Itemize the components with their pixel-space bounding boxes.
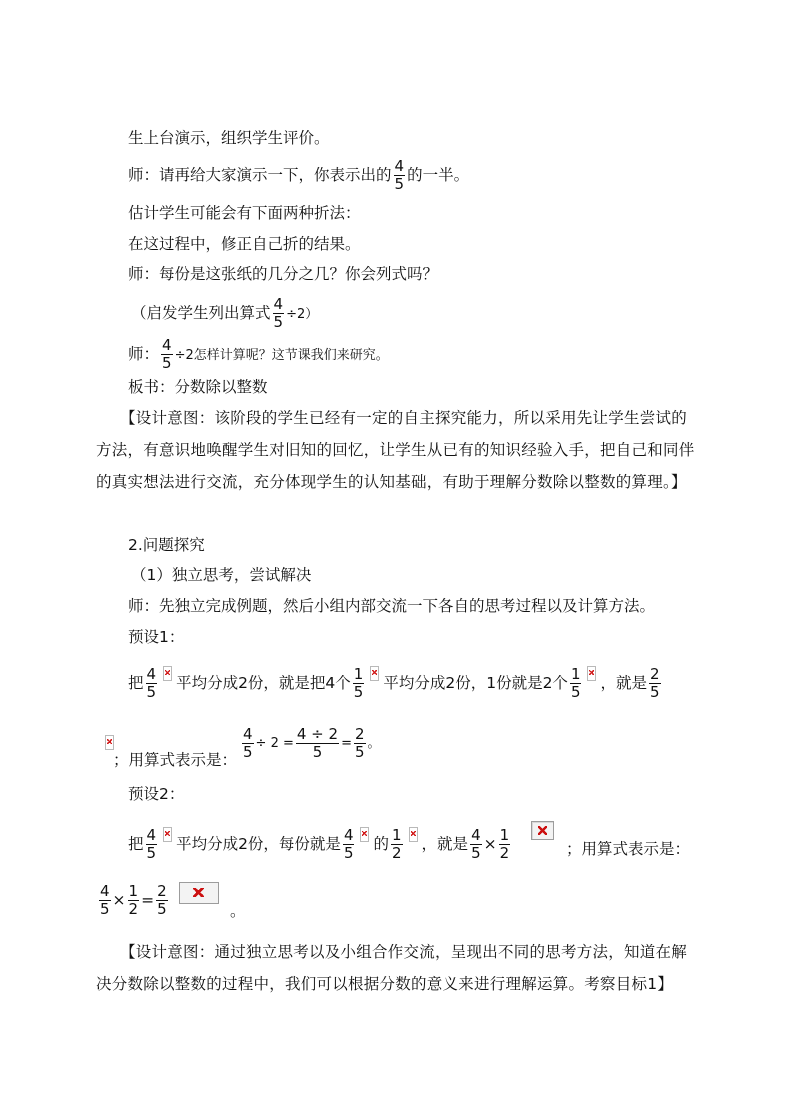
fraction: $\frac{1}{2}$ — [392, 826, 402, 862]
fraction: $\frac{4}{5}$ — [162, 336, 172, 372]
preset-1-formula-label: ；用算式表示是： — [113, 751, 238, 769]
preset-2-label: 预设2： — [128, 785, 185, 803]
para-teacher-question: 师：每份是这张纸的几分之几？你会列式吗？ — [128, 265, 439, 283]
para-board-writing: 板书：分数除以整数 — [128, 378, 268, 396]
broken-image-icon — [531, 821, 554, 840]
para-teacher-instruction: 师：先独立完成例题，然后小组内部交流一下各自的思考过程以及计算方法。 — [128, 597, 656, 615]
para-teacher-demo-half: 师：请再给大家演示一下，你表示出的 $\frac{4}{5}$ 的一半。 — [128, 157, 470, 193]
fraction: $\frac{4}{5}$ — [146, 665, 157, 701]
fraction: $\frac{2}{5}$ — [354, 725, 365, 761]
preset-1-equation: $\frac{4}{5}$ ÷ 2 = $\frac{4 \div 2}{5}$ = $\frac{2}{5}$ 。 — [243, 725, 381, 761]
fraction: $\frac{4 \div 2}{5}$ — [296, 725, 339, 761]
broken-image-icon — [360, 827, 369, 842]
design-intent-1: 【设计意图：该阶段的学生已经有一定的自主探究能力，所以采用先让学生尝试的方法，有意识地唤醒学生对旧知的回忆，让学生从已有的知识经验入手，把自己和同伴的真实想法进行交流，充分体现学生的认知基础，有助于理解分数除以整数的算理。】 — [96, 409, 695, 491]
fraction: $\frac{4}{5}$ — [243, 725, 253, 761]
para-how-to-compute: 师： $\frac{4}{5}$ ÷2怎样计算呢？这节课我们来研究。 — [128, 336, 389, 372]
broken-image-icon — [587, 666, 596, 681]
heading-problem-explore: 2.问题探究 — [128, 536, 205, 554]
design-intent-2: 【设计意图：通过独立思考以及小组合作交流，呈现出不同的思考方法，知道在解决分数除以整数的过程中，我们可以根据分数的意义来进行理解运算。考察目标1】 — [96, 943, 688, 993]
preset-1-text: 把 $\frac{4}{5}$ 平均分成2份，就是把4个 $\frac{1}{5}$ 平均分成2份，1份就是2个 $\frac{1}{5}$ ，就是 $\frac{2}{5}$ — [128, 665, 660, 701]
broken-image-icon — [163, 827, 172, 842]
broken-image-icon — [409, 827, 418, 842]
fraction: $\frac{1}{5}$ — [353, 665, 364, 701]
preset-2-equation-end: 。 — [230, 902, 246, 920]
broken-image-icon — [163, 666, 172, 681]
heading-independent-think: （1）独立思考，尝试解决 — [131, 566, 312, 584]
fraction: $\frac{1}{2}$ — [128, 882, 139, 918]
fraction: $\frac{2}{5}$ — [650, 665, 660, 701]
fraction: $\frac{4}{5}$ — [146, 826, 157, 862]
fraction: $\frac{4}{5}$ — [273, 295, 284, 331]
fraction: $\frac{4}{5}$ — [343, 826, 354, 862]
preset-2-text: 把 $\frac{4}{5}$ 平均分成2份，每份就是 $\frac{4}{5}$ 的 $\frac{1}{2}$ ，就是 $\frac{4}{5}$ × $\frac{1}{2}$ — [128, 826, 510, 862]
preset-1-label: 预设1： — [128, 628, 185, 646]
fraction: $\frac{4}{5}$ — [471, 826, 481, 862]
broken-image-icon — [179, 882, 219, 904]
preset-2-formula-label: ；用算式表示是： — [566, 840, 691, 858]
para-correct: 在这过程中，修正自己折的结果。 — [128, 235, 361, 253]
fraction: $\frac{4}{5}$ — [100, 882, 110, 918]
broken-image-icon — [105, 735, 114, 750]
fraction: $\frac{1}{5}$ — [570, 665, 581, 701]
para-estimate: 估计学生可能会有下面两种折法： — [128, 204, 361, 222]
para-demo: 生上台演示，组织学生评价。 — [128, 129, 330, 147]
fraction: $\frac{1}{2}$ — [499, 826, 510, 862]
para-prompt-formula: （启发学生列出算式 $\frac{4}{5}$ ÷2） — [131, 295, 319, 331]
fraction: $\frac{4}{5}$ — [394, 157, 405, 193]
fraction: $\frac{2}{5}$ — [157, 882, 167, 918]
broken-image-icon — [370, 666, 379, 681]
preset-2-equation: $\frac{4}{5}$ × $\frac{1}{2}$ = $\frac{2}{5}$ — [100, 882, 167, 918]
